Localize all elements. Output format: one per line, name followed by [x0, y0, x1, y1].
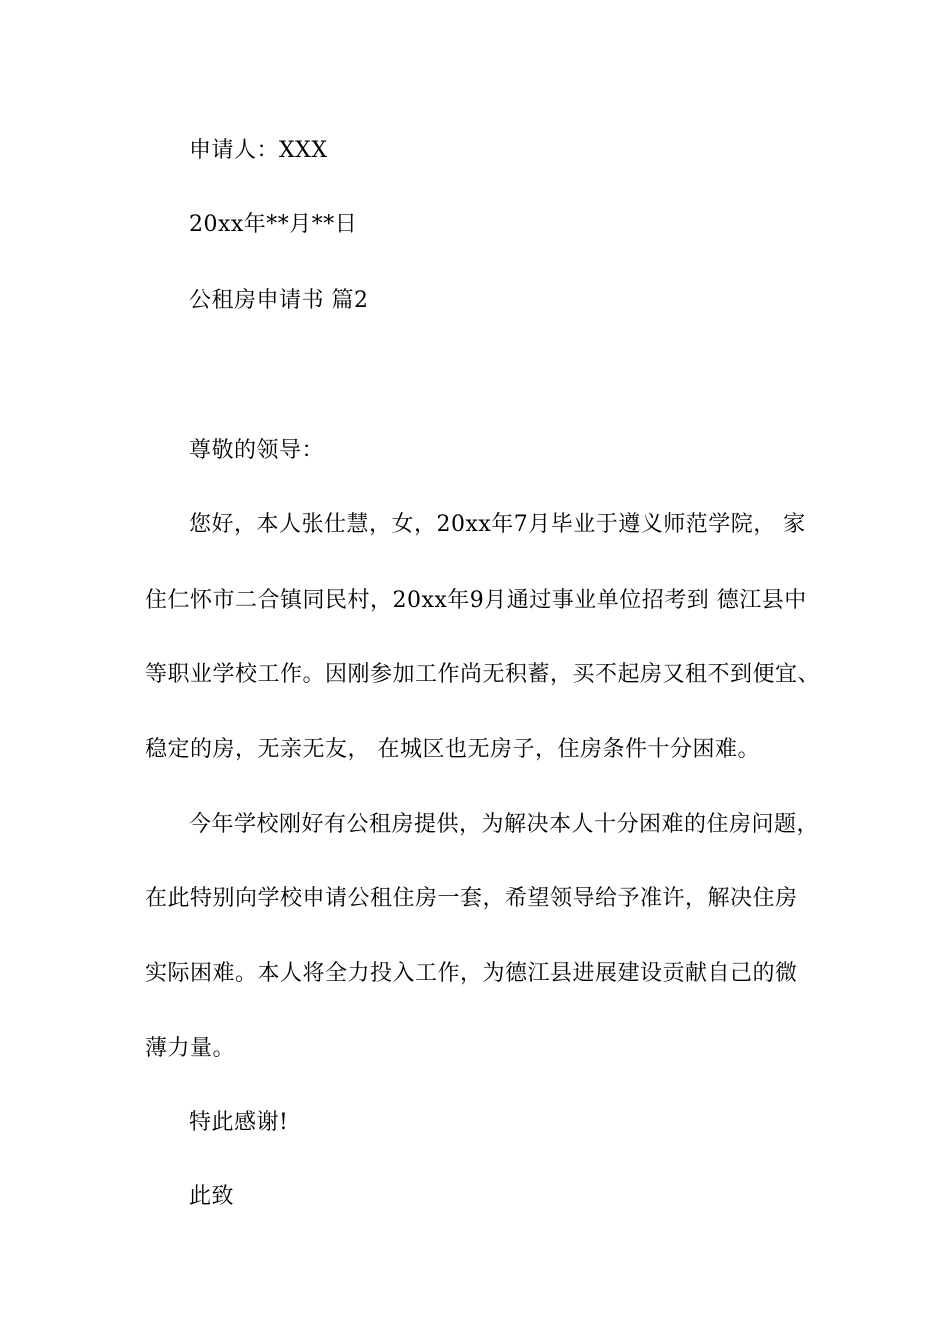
paragraph-line: 薄力量。 — [145, 1036, 236, 1061]
paragraph-line: 实际困难。本人将全力投入工作，为德江县进展建设贡献自己的微 — [145, 961, 798, 986]
salutation: 尊敬的领导： — [189, 438, 325, 463]
paragraph-line: 您好，本人张仕慧，女，20xx年7月毕业于遵义师范学院， 家 — [189, 512, 806, 537]
paragraph-line: 在此特别向学校申请公租住房一套，希望领导给予准许，解决住房 — [145, 886, 798, 911]
paragraph-line: 等职业学校工作。因刚参加工作尚无积蓄，买不起房又租不到便宜、 — [145, 662, 821, 687]
signature-date: 20xx年**月**日 — [189, 212, 358, 237]
closing-regards: 此致 — [189, 1184, 235, 1209]
section-heading: 公租房申请书 篇2 — [189, 288, 369, 313]
paragraph-line: 住仁怀市二合镇同民村，20xx年9月通过事业单位招考到 德江县中 — [145, 588, 807, 613]
paragraph-line: 稳定的房，无亲无友， 在城区也无房子，住房条件十分困难。 — [145, 737, 760, 762]
applicant-signature: 申请人：XXX — [189, 138, 328, 163]
closing-thanks: 特此感谢! — [189, 1110, 289, 1135]
paragraph-line: 今年学校刚好有公租房提供，为解决本人十分困难的住房问题， — [189, 812, 820, 837]
